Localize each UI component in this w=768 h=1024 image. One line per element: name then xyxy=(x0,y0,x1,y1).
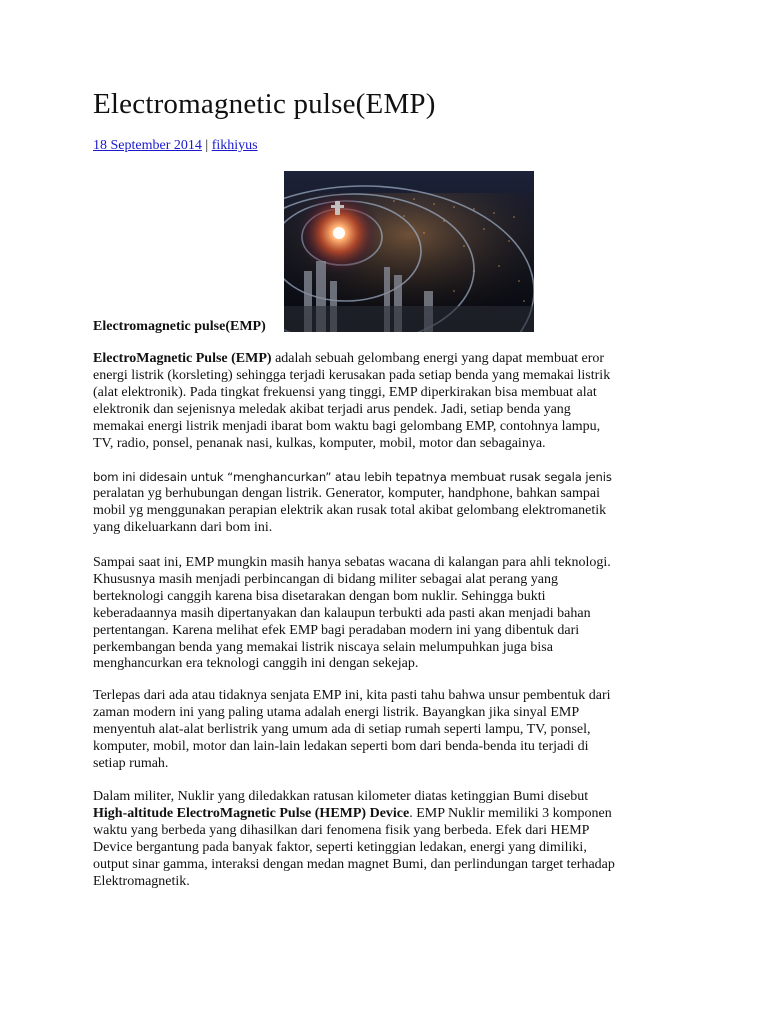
paragraph-line: bom ini didesain untuk “menghancurkan” atau lebih tepatnya membuat rusak segala jenis xyxy=(93,470,612,484)
date-link[interactable]: 18 September 2014 xyxy=(93,138,202,153)
paragraph-line: berteknologi canggih karena bisa disetarakan dengan bom nuklir. Sehingga bukti xyxy=(93,588,546,604)
paragraph-line: Khususnya masih menjadi perbincangan di bidang militer sebagai alat perang yang xyxy=(93,571,558,587)
paragraph-line: output sinar gamma, interaksi dengan medan magnet Bumi, dan perlindungan target terhadap xyxy=(93,856,615,872)
paragraph-text: adalah sebuah gelombang energi yang dapat membuat eror xyxy=(271,351,605,366)
paragraph-line: energi listrik (korsleting) sehingga terjadi kerusakan pada setiap benda yang memakai listrik xyxy=(93,367,611,383)
paragraph-line: elektronik dan sejenisnya meledak akibat terjadi arus pendek. Jadi, setiap benda yang xyxy=(93,401,571,417)
paragraph-line: Terlepas dari ada atau tidaknya senjata EMP ini, kita pasti tahu bahwa unsur pembentuk dari xyxy=(93,688,611,703)
term-hemp: High-altitude ElectroMagnetic Pulse (HEMP) Device xyxy=(93,805,410,821)
paragraph-line: waktu yang berbeda yang dihasilkan dari fenomena fisik yang berbeda. Efek dari HEMP xyxy=(93,822,590,838)
author-link[interactable]: fikhiyus xyxy=(211,138,258,153)
paragraph-line: komputer, mobil, motor dan lain-lain ledakan seperti bom dari benda-benda itu terjadi di xyxy=(93,738,589,754)
post-meta xyxy=(93,138,258,154)
emp-explosion-image xyxy=(284,171,534,332)
paragraph-line: pertentangan. Karena melihat efek EMP bagi peradaban modern ini yang dibentuk dari xyxy=(93,622,580,638)
paragraph-3 xyxy=(93,555,683,673)
paragraph-line: setiap rumah. xyxy=(93,755,169,771)
emp-illustration xyxy=(284,171,534,332)
paragraph-4 xyxy=(93,688,683,773)
paragraph-line: peralatan yg berhubungan dengan listrik. Generator, komputer, handphone, bahkan sampai xyxy=(93,485,600,501)
paragraph-line: Sampai saat ini, EMP mungkin masih hanya sebatas wacana di kalangan para ahli teknologi. xyxy=(93,555,611,570)
paragraph-line: Device bergantung pada banyak faktor, seperti ketinggian ledakan, energi yang dimiliki, xyxy=(93,839,587,855)
paragraph-1 xyxy=(93,351,683,452)
paragraph-text: . EMP Nuklir memiliki 3 komponen xyxy=(409,805,612,821)
paragraph-line: (alat elektronik). Pada tingkat frekuensi yang tinggi, EMP diperkirakan bisa membuat alat xyxy=(93,384,597,400)
paragraph-line: yang dikeluarkann dari bom ini. xyxy=(93,519,273,535)
paragraph-line: TV, radio, ponsel, penanak nasi, kulkas, komputer, mobil, motor dan sebagainya. xyxy=(93,435,546,451)
paragraph-line: keberadaannya masih dipertanyakan dan kalaupun terbukti ada pasti akan menjadi bahan xyxy=(93,605,591,621)
term-emp: ElectroMagnetic Pulse (EMP) xyxy=(93,351,272,366)
image-caption: Electromagnetic pulse(EMP) xyxy=(93,319,266,334)
paragraph-line: menghancurkan era teknologi canggih ini dengan sekejap. xyxy=(93,656,419,672)
paragraph-line: Dalam militer, Nuklir yang diledakkan ratusan kilometer diatas ketinggian Bumi disebut xyxy=(93,789,589,804)
paragraph-5 xyxy=(93,789,683,890)
paragraph-2 xyxy=(93,469,683,537)
paragraph-line: memakai energi listrik menjadi ibarat bom waktu bagi gelombang EMP, contohnya lampu, xyxy=(93,418,601,434)
paragraph-line: zaman modern ini yang paling utama adalah energi listrik. Bayangkan jika sinyal EMP xyxy=(93,704,580,720)
page-title: Electromagnetic pulse(EMP) xyxy=(93,88,436,120)
paragraph-line: menyentuh alat-alat berlistrik yang umum ada di setiap rumah seperti lampu, TV, ponsel, xyxy=(93,721,591,737)
paragraph-line: mobil yg menggunakan perapian elektrik akan rusak total akibat gelombang elektromanetik xyxy=(93,502,607,518)
meta-separator: | xyxy=(205,138,209,153)
paragraph-line: perkembangan benda yang memakai listrik niscaya selain melumpuhkan juga bisa xyxy=(93,639,553,655)
paragraph-line: Elektromagnetik. xyxy=(93,873,190,889)
